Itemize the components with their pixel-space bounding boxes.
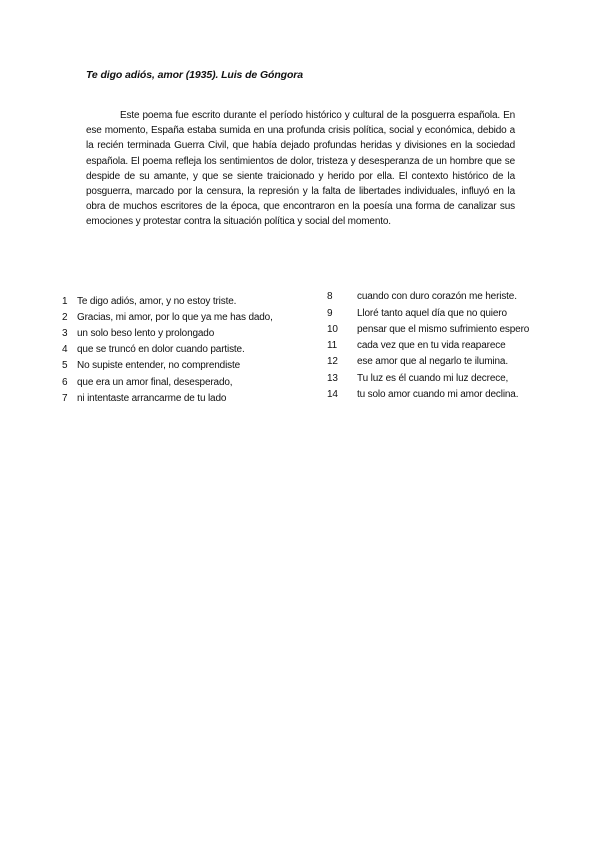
verse-line: [327, 370, 567, 386]
verse-text: tu solo amor cuando mi amor declina.: [357, 388, 519, 400]
intro-paragraph: Este poema fue escrito durante el período histórico y cultural de la posguerra española. En ese momento, España estaba sumida en una profunda crisis política, social y económica, debido a la recién terminada Guerra Civil, que había dejado profundas heridas y divisiones en la sociedad española. El poema refleja los sentimientos de dolor, tristeza y desesperanza de un hombre que se despide de su amante, y que se siente traicionado y herido por ella. El contexto histórico de la posguerra, marcado por la censura, la represión y la falta de libertades individuales, influyó en la obra de muchos escritores de la época, que encontraron en la poesía una forma de canalizar sus emociones y protestar contra la situación política y social del momento.: [86, 110, 515, 228]
verse-text: ni intentaste arrancarme de tu lado: [77, 392, 227, 404]
verse-line: [62, 390, 312, 406]
verse-line: [62, 342, 312, 358]
verse-line: [62, 325, 312, 341]
verse-text: un solo beso lento y prolongado: [77, 327, 215, 339]
verse-text: pensar que el mismo sufrimiento espero: [357, 323, 530, 335]
verse-line: [327, 321, 567, 337]
verse-line: [62, 293, 312, 309]
verse-line: [62, 358, 312, 374]
verse-line: [327, 288, 567, 304]
document-title: Te digo adiós, amor (1935). Luis de Góngora: [86, 69, 304, 81]
verse-number: 11: [327, 340, 338, 352]
poem-column-left: [62, 293, 312, 406]
verse-text: ese amor que al negarlo te ilumina.: [357, 356, 508, 368]
verse-number: 10: [327, 323, 338, 335]
verse-number: 8: [327, 290, 333, 302]
verse-number: 7: [62, 392, 68, 404]
verse-number: 5: [62, 360, 68, 372]
verse-text: que era un amor final, desesperado,: [77, 376, 233, 388]
verse-text: cuando con duro corazón me heriste.: [357, 290, 517, 302]
verse-text: Te digo adiós, amor, y no estoy triste.: [77, 295, 237, 307]
verse-number: 6: [62, 376, 68, 388]
verse-line: [327, 338, 567, 354]
verse-line: [327, 305, 567, 321]
verse-number: 13: [327, 372, 338, 384]
verse-number: 12: [327, 356, 338, 368]
verse-text: cada vez que en tu vida reaparece: [357, 340, 506, 352]
verse-number: 14: [327, 388, 338, 400]
verse-number: 3: [62, 327, 68, 339]
verse-number: 2: [62, 311, 68, 323]
verse-text: Tu luz es él cuando mi luz decrece,: [357, 372, 509, 384]
verse-line: [62, 374, 312, 390]
verse-line: [327, 386, 567, 402]
verse-number: 9: [327, 307, 333, 319]
poem-column-right: [327, 288, 567, 402]
verse-number: 4: [62, 344, 68, 356]
verse-line: [62, 309, 312, 325]
verse-text: Gracias, mi amor, por lo que ya me has dado,: [77, 311, 273, 323]
verse-text: Lloré tanto aquel día que no quiero: [357, 307, 507, 319]
verse-number: 1: [62, 295, 68, 307]
verse-text: No supiste entender, no comprendiste: [77, 360, 241, 372]
verse-text: que se truncó en dolor cuando partiste.: [77, 344, 245, 356]
verse-line: [327, 354, 567, 370]
